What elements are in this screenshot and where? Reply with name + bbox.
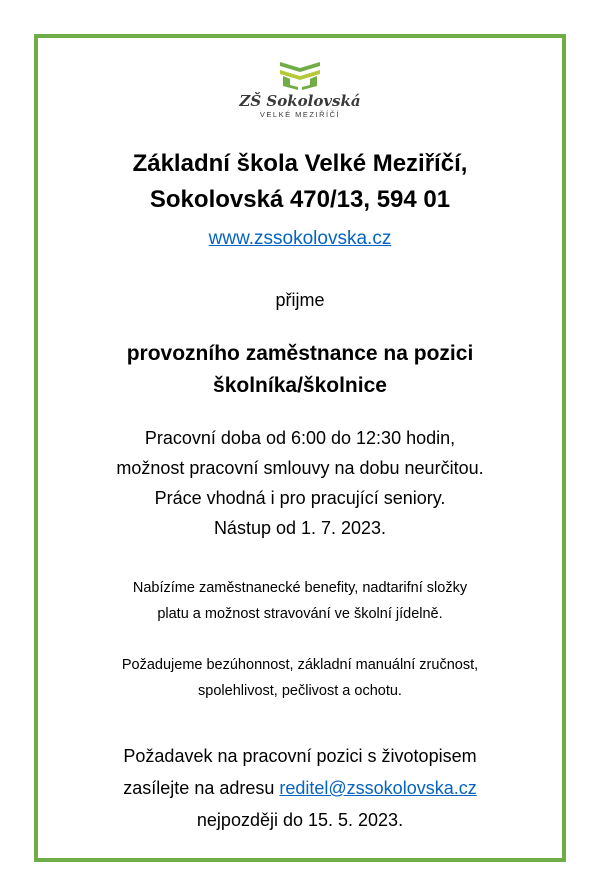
requirements-text: [38, 652, 562, 704]
footer-line2-prefix: zasílejte na adresu: [123, 778, 280, 798]
footer-line3: nejpozději do 15. 5. 2023.: [196, 810, 404, 830]
school-title-line1: Základní škola Velké Meziříčí,: [132, 150, 468, 177]
intro-text: přijme: [275, 290, 325, 310]
job-position-line2: školníka/školnice: [213, 374, 387, 397]
job-position: [38, 338, 562, 402]
footer-line2: [38, 772, 562, 804]
job-details: [38, 423, 562, 543]
footer-line1: Požadavek na pracovní pozici s životopisem: [123, 746, 477, 766]
book-icon: [277, 60, 323, 90]
school-title: [38, 146, 562, 218]
job-position-line1: provozního zaměstnance na pozici: [126, 342, 474, 365]
job-details-line: možnost pracovní smlouvy na dobu neurčitou.: [116, 458, 484, 478]
offer-line: platu a možnost stravování ve školní jídelně.: [157, 606, 443, 622]
job-details-line: Nástup od 1. 7. 2023.: [213, 518, 387, 538]
email-link[interactable]: reditel@zssokolovska.cz: [279, 778, 477, 798]
requirements-line: Požadujeme bezúhonnost, základní manuální zručnost,: [121, 657, 479, 673]
school-title-line2: Sokolovská 470/13, 594 01: [149, 186, 451, 213]
document-frame: [34, 34, 566, 862]
job-details-line: Práce vhodná i pro pracující seniory.: [154, 488, 446, 508]
website-link[interactable]: www.zssokolovska.cz: [208, 228, 392, 249]
logo-name: ZŠ Sokolovská: [239, 92, 361, 110]
school-logo: [238, 60, 362, 136]
logo-subtitle: VELKÉ MEZIŘÍČÍ: [259, 110, 341, 119]
offer-text: [38, 575, 562, 627]
website-row: [38, 227, 562, 251]
document-content: [38, 38, 562, 858]
application-instructions: [38, 740, 562, 836]
offer-line: Nabízíme zaměstnanecké benefity, nadtarifní složky: [132, 580, 468, 596]
job-details-line: Pracovní doba od 6:00 do 12:30 hodin,: [144, 428, 456, 448]
requirements-line: spolehlivost, pečlivost a ochotu.: [198, 683, 402, 699]
